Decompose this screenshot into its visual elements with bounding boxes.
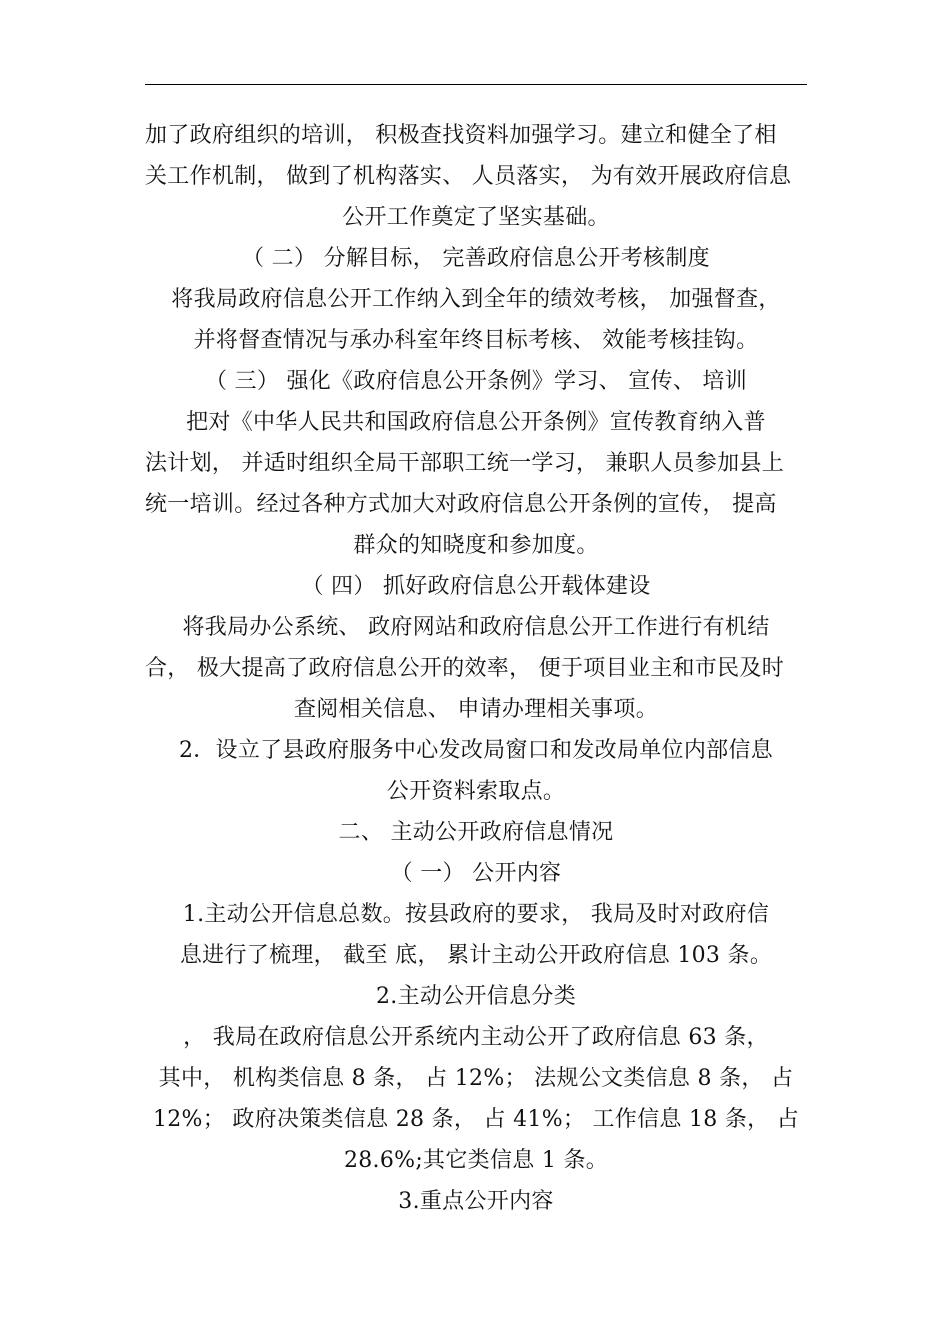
section-heading-3: （ 三） 强化《政府信息公开条例》学习、 宣传、 培训 — [204, 369, 748, 394]
header-rule — [145, 84, 807, 85]
section-heading-4: （ 四） 抓好政府信息公开载体建设 — [301, 574, 651, 599]
text-line-5: 将我局政府信息公开工作纳入到全年的绩效考核， 加强督查， — [171, 287, 781, 312]
text-line-6: 并将督查情况与承办科室年终目标考核、 效能考核挂钩。 — [193, 328, 759, 353]
subsection-heading-1: （ 一） 公开内容 — [390, 861, 562, 886]
text-line-16: 2．设立了县政府服务中心发改局窗口和发改局单位内部信息 — [178, 738, 774, 763]
section-heading-2: （ 二） 分解目标， 完善政府信息公开考核制度 — [242, 246, 710, 271]
text-line-23: ， 我局在政府信息公开系统内主动公开了政府信息 63 条， — [183, 1025, 769, 1050]
text-line-15: 查阅相关信息、 申请办理相关事项。 — [293, 697, 659, 722]
text-line-9: 法计划， 并适时组织全局干部职工统一学习， 兼职人员参加县上 — [145, 451, 784, 476]
text-line-3: 公开工作奠定了坚实基础。 — [342, 205, 610, 230]
text-line-26: 28.6%;其它类信息 1 条。 — [343, 1148, 609, 1173]
text-line-20: 1.主动公开信息总数。按县政府的要求， 我局及时对政府信 — [182, 902, 770, 927]
text-line-14: 合， 极大提高了政府信息公开的效率， 便于项目业主和市民及时 — [145, 656, 784, 681]
text-line-13: 将我局办公系统、 政府网站和政府信息公开工作进行有机结 — [182, 615, 770, 640]
text-line-10: 统一培训。经过各种方式加大对政府信息公开条例的宣传， 提高 — [145, 492, 777, 517]
text-line-17: 公开资料索取点。 — [386, 779, 566, 804]
text-line-24: 其中， 机构类信息 8 条， 占 12%； 法规公文类信息 8 条， 占 — [158, 1066, 794, 1091]
text-line-27: 3.重点公开内容 — [398, 1189, 554, 1214]
text-line-21: 息进行了梳理， 截至 底， 累计主动公开政府信息 103 条。 — [179, 943, 773, 968]
text-line-8: 把对《中华人民共和国政府信息公开条例》宣传教育纳入普 — [186, 410, 766, 435]
text-line-22: 2.主动公开信息分类 — [376, 984, 576, 1009]
text-line-1: 加了政府组织的培训， 积极查找资料加强学习。建立和健全了相 — [145, 123, 777, 148]
text-line-25: 12%； 政府决策类信息 28 条， 占 41%； 工作信息 18 条， 占 — [152, 1107, 800, 1132]
text-line-11: 群众的知晓度和参加度。 — [353, 533, 599, 558]
chapter-heading-2: 二、 主动公开政府信息情况 — [338, 820, 614, 845]
text-line-2: 关工作机制， 做到了机构落实、 人员落实， 为有效开展政府信息 — [145, 164, 792, 189]
